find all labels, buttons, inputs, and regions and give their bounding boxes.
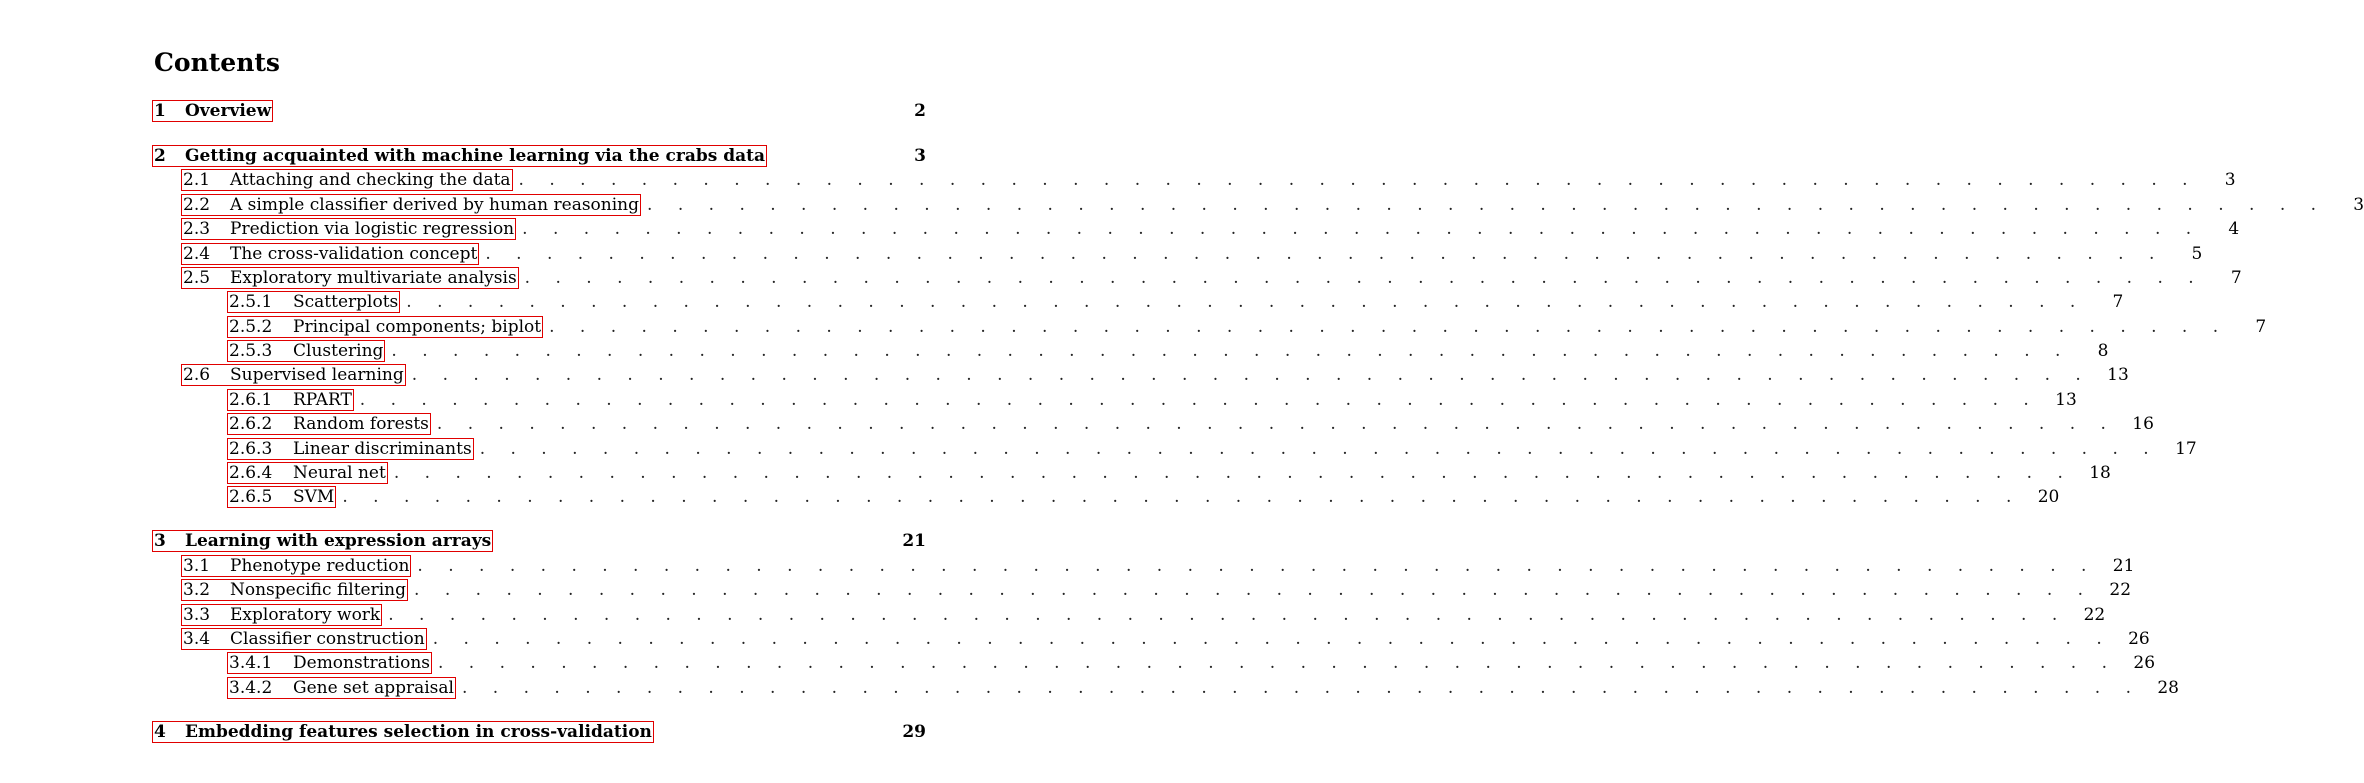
page-number: 3 [2353,195,2364,215]
dot-leader: . . . . . . . . . . . . . . . . . . . . . . . . . . . . . . . . . . . . . . . . . . . . . . . . . . . . . . . [479,439,2159,459]
toc-link-chapter-3[interactable]: 3 Learning with expression arrays [154,531,492,551]
dot-leader: . . . . . . . . . . . . . . . . . . . . . . . . . . . . . . . . . . . . . . . . . . . . . . . . . . . . . . . [388,605,2068,625]
toc-link-chapter-2[interactable]: 2 Getting acquainted with machine learning via the crabs data [154,146,765,166]
toc-row-chapter-4 [152,721,926,743]
toc-row-subsection-2-6-3 [227,438,2197,460]
toc-row-subsection-2-6-2 [227,413,2154,435]
page-number: 3 [2224,170,2236,190]
toc-row-section-3-4 [181,628,2150,650]
toc-link-section-3-4[interactable]: 3.4 Classifier construction [183,629,425,649]
toc-link-section-2-6[interactable]: 2.6 Supervised learning [183,365,404,385]
toc-link-subsection-3-4-1[interactable]: 3.4.1 Demonstrations [229,653,430,673]
toc-row-subsection-2-6-1 [227,389,2077,411]
toc-link-subsection-2-5-1[interactable]: 2.5.1 Scatterplots [229,292,399,312]
toc-link-subsection-2-6-4[interactable]: 2.6.4 Neural net [229,463,386,483]
toc-link-subsection-2-5-3[interactable]: 2.5.3 Clustering [229,341,384,361]
toc-link-section-3-1[interactable]: 3.1 Phenotype reduction [183,556,410,576]
dot-leader: . . . . . . . . . . . . . . . . . . . . . . . . . . . . . . . . . . . . . . . . . . . . . . . . . . . . . . . [461,678,2141,698]
toc-row-section-2-5 [181,267,2242,289]
dot-leader: . . . . . . . . . . . . . . . . . . . . . . . . . . . . . . . . . . . . . . . . . . . . . . . . . . . . . . . [522,219,2202,239]
dot-leader: . . . . . . . . . . . . . . . . . . . . . . . . . . . . . . . . . . . . . . . . . . . . . . . . . . . . . . . [411,365,2091,385]
page-number: 21 [2112,556,2135,576]
page-number: 29 [902,722,926,742]
toc-row-subsection-2-5-2 [227,316,2267,338]
dot-leader: . . . . . . . . . . . . . . . . . . . . . . . . . . . . . . . . . . . . . . . . . . . . . . . . . . . . . . . [406,292,2086,312]
page-number: 21 [902,531,926,551]
page-number: 22 [2083,605,2106,625]
dot-leader: . . . . . . . . . . . . . . . . . . . . . . . . . . . . . . . . . . . . . . . . . . . . . . . . . . . . . . . [342,487,2022,507]
toc-link-section-2-5[interactable]: 2.5 Exploratory multivariate analysis [183,268,517,288]
toc-row-section-3-3 [181,604,2106,626]
toc-row-subsection-3-4-2 [227,677,2179,699]
toc-link-section-2-1[interactable]: 2.1 Attaching and checking the data [183,170,511,190]
dot-leader: . . . . . . . . . . . . . . . . . . . . . . . . . . . . . . . . . . . . . . . . . . . . . . . . . . . . . . . [524,268,2204,288]
page-number: 3 [914,146,926,166]
toc-row-subsection-2-5-3 [227,340,2109,362]
page-number: 5 [2191,244,2203,264]
dot-leader: . . . . . . . . . . . . . . . . . . . . . . . . . . . . . . . . . . . . . . . . . . . . . . . . . . . . . . . [438,653,2118,673]
page-title: Contents [154,48,281,77]
toc-row-subsection-3-4-1 [227,652,2156,674]
page-number: 20 [2037,487,2060,507]
page-number: 18 [2089,463,2111,483]
toc-link-chapter-1[interactable]: 1 Overview [154,101,272,121]
toc-link-subsection-2-6-5[interactable]: 2.6.5 SVM [229,487,335,507]
dot-leader: . . . . . . . . . . . . . . . . . . . . . . . . . . . . . . . . . . . . . . . . . . . . . . . . . . . . . . . [417,556,2097,576]
toc-link-section-3-2[interactable]: 3.2 Nonspecific filtering [183,580,407,600]
toc-row-section-2-1 [181,169,2236,191]
dot-leader: . . . . . . . . . . . . . . . . . . . . . . . . . . . . . . . . . . . . . . . . . . . . . . . . . . . . . . . [432,629,2112,649]
dot-leader: . . . . . . . . . . . . . . . . . . . . . . . . . . . . . . . . . . . . . . . . . . . . . . . . . . . . . . . [359,390,2039,410]
toc-row-chapter-2 [152,145,926,167]
toc-row-section-2-2 [181,194,2364,216]
toc-row-subsection-2-6-5 [227,486,2060,508]
toc-row-section-2-4 [181,243,2203,265]
toc-link-section-2-3[interactable]: 2.3 Prediction via logistic regression [183,219,515,239]
toc-link-subsection-2-5-2[interactable]: 2.5.2 Principal components; biplot [229,317,542,337]
toc-link-section-3-3[interactable]: 3.3 Exploratory work [183,605,381,625]
page-number: 22 [2109,580,2132,600]
toc-link-section-2-4[interactable]: 2.4 The cross-validation concept [183,244,478,264]
page-number: 26 [2133,653,2156,673]
toc-row-subsection-2-6-4 [227,462,2111,484]
page-number: 13 [2107,365,2129,385]
toc-link-section-2-2[interactable]: 2.2 A simple classifier derived by human reasoning [183,195,640,215]
page-number: 17 [2175,439,2197,459]
dot-leader: . . . . . . . . . . . . . . . . . . . . . . . . . . . . . . . . . . . . . . . . . . . . . . . . . . . . . . . [414,580,2094,600]
dot-leader: . . . . . . . . . . . . . . . . . . . . . . . . . . . . . . . . . . . . . . . . . . . . . . . . . . . . . . . [393,463,2073,483]
toc-link-subsection-2-6-3[interactable]: 2.6.3 Linear discriminants [229,439,472,459]
page-number: 2 [914,101,926,121]
toc-row-section-3-2 [181,579,2132,601]
toc-link-subsection-2-6-2[interactable]: 2.6.2 Random forests [229,414,429,434]
toc-row-chapter-3 [152,530,926,552]
toc-row-section-3-1 [181,555,2135,577]
page-number: 13 [2055,390,2077,410]
page-number: 7 [2230,268,2242,288]
toc-row-section-2-3 [181,218,2240,240]
page-number: 4 [2228,219,2240,239]
toc-link-subsection-2-6-1[interactable]: 2.6.1 RPART [229,390,352,410]
page-number: 8 [2097,341,2109,361]
dot-leader: . . . . . . . . . . . . . . . . . . . . . . . . . . . . . . . . . . . . . . . . . . . . . . . . . . . . . . . [485,244,2165,264]
dot-leader: . . . . . . . . . . . . . . . . . . . . . . . . . . . . . . . . . . . . . . . . . . . . . . . . . . . . . . . [647,195,2327,215]
toc-row-subsection-2-5-1 [227,291,2124,313]
toc-link-subsection-3-4-2[interactable]: 3.4.2 Gene set appraisal [229,678,454,698]
toc-link-chapter-4[interactable]: 4 Embedding features selection in cross-validation [154,722,652,742]
page-number: 7 [2255,317,2267,337]
toc-row-section-2-6 [181,364,2129,386]
dot-leader: . . . . . . . . . . . . . . . . . . . . . . . . . . . . . . . . . . . . . . . . . . . . . . . . . . . . . . . [391,341,2071,361]
page-number: 28 [2157,678,2179,698]
page-number: 26 [2128,629,2150,649]
dot-leader: . . . . . . . . . . . . . . . . . . . . . . . . . . . . . . . . . . . . . . . . . . . . . . . . . . . . . . . [549,317,2229,337]
dot-leader: . . . . . . . . . . . . . . . . . . . . . . . . . . . . . . . . . . . . . . . . . . . . . . . . . . . . . . . [518,170,2198,190]
toc-row-chapter-1 [152,100,926,122]
page-number: 16 [2132,414,2154,434]
dot-leader: . . . . . . . . . . . . . . . . . . . . . . . . . . . . . . . . . . . . . . . . . . . . . . . . . . . . . . . [436,414,2116,434]
page-number: 7 [2112,292,2124,312]
